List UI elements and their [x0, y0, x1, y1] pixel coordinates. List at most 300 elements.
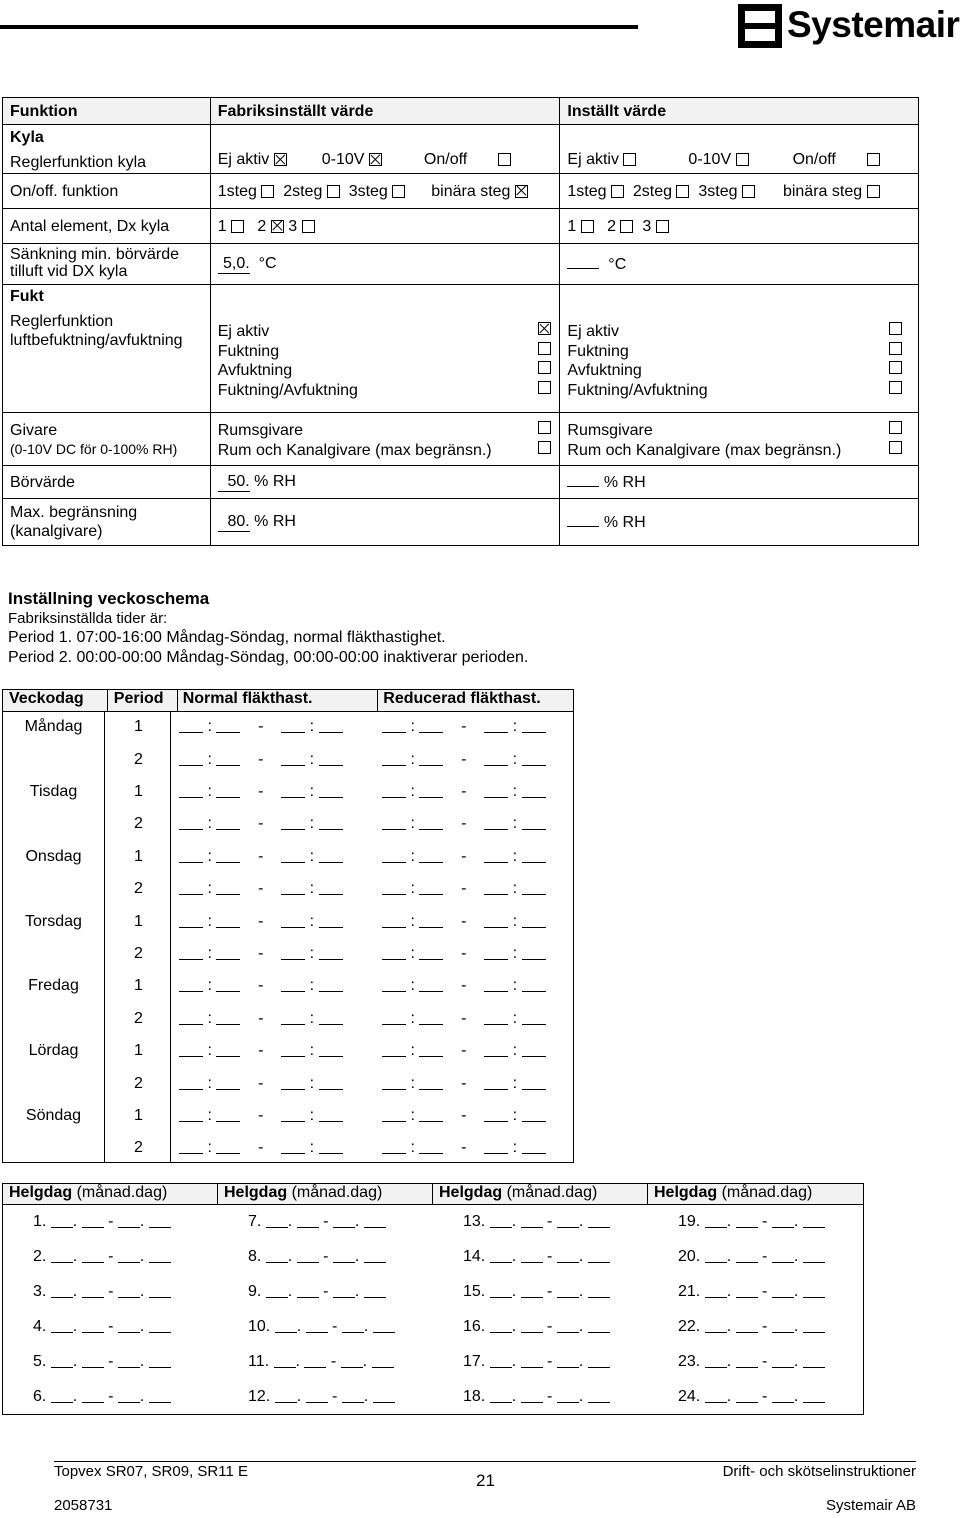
- minute-blank[interactable]: [522, 880, 546, 895]
- day-blank[interactable]: [736, 1248, 758, 1263]
- month-blank[interactable]: [557, 1353, 579, 1368]
- month-blank[interactable]: [274, 1353, 296, 1368]
- day-blank[interactable]: [803, 1318, 825, 1333]
- hour-blank[interactable]: [382, 1075, 406, 1090]
- minute-blank[interactable]: [216, 945, 240, 960]
- month-blank[interactable]: [333, 1248, 355, 1263]
- month-blank[interactable]: [266, 1213, 288, 1228]
- hour-blank[interactable]: [179, 977, 203, 992]
- set-borvarde-value[interactable]: [567, 486, 599, 487]
- hour-blank[interactable]: [179, 848, 203, 863]
- helgdag-number: 17.: [463, 1353, 486, 1370]
- hour-blank[interactable]: [484, 945, 508, 960]
- minute-blank[interactable]: [319, 1042, 343, 1057]
- minute-blank[interactable]: [419, 751, 443, 766]
- hour-blank[interactable]: [382, 815, 406, 830]
- day-blank[interactable]: [297, 1248, 319, 1263]
- minute-blank[interactable]: [216, 1042, 240, 1057]
- hour-blank[interactable]: [281, 1042, 305, 1057]
- helgdag-number: 11.: [248, 1353, 270, 1370]
- borvarde-label: Börvärde: [3, 466, 211, 499]
- minute-blank[interactable]: [319, 783, 343, 798]
- set-antal-element: 1 2 3: [567, 217, 918, 236]
- hour-blank[interactable]: [281, 977, 305, 992]
- checkbox-3steg[interactable]: [392, 185, 405, 198]
- minute-blank[interactable]: [319, 1075, 343, 1090]
- hour-blank[interactable]: [484, 1107, 508, 1122]
- hour-blank[interactable]: [382, 783, 406, 798]
- day-blank[interactable]: [82, 1388, 104, 1403]
- day-blank[interactable]: [521, 1213, 543, 1228]
- hour-blank[interactable]: [281, 783, 305, 798]
- checkbox-2steg[interactable]: [327, 185, 340, 198]
- day-blank[interactable]: [149, 1388, 171, 1403]
- minute-blank[interactable]: [216, 751, 240, 766]
- checkbox-ej-aktiv[interactable]: [274, 153, 287, 166]
- day-blank[interactable]: [736, 1353, 758, 1368]
- helgdag-number: 2.: [33, 1248, 47, 1265]
- hour-blank[interactable]: [281, 815, 305, 830]
- hour-blank[interactable]: [179, 1010, 203, 1025]
- day-blank[interactable]: [149, 1248, 171, 1263]
- month-blank[interactable]: [333, 1213, 355, 1228]
- minute-blank[interactable]: [216, 783, 240, 798]
- minute-blank[interactable]: [319, 751, 343, 766]
- hour-blank[interactable]: [281, 1107, 305, 1122]
- day-blank[interactable]: [736, 1318, 758, 1333]
- checkbox-1steg[interactable]: [611, 185, 624, 198]
- checkbox-ej-aktiv[interactable]: [538, 322, 551, 335]
- day-blank[interactable]: [306, 1388, 328, 1403]
- helgdag-entry: 2. . - .: [33, 1248, 171, 1266]
- holiday-table: [2, 1183, 864, 1415]
- day-blank[interactable]: [297, 1213, 319, 1228]
- day-blank[interactable]: [82, 1213, 104, 1228]
- period-label: 1: [134, 718, 143, 736]
- hour-blank[interactable]: [281, 1010, 305, 1025]
- schedule-table: [2, 689, 574, 1163]
- hour-blank[interactable]: [484, 1075, 508, 1090]
- minute-blank[interactable]: [319, 815, 343, 830]
- checkbox-rum-och-kanalgivare[interactable]: [889, 441, 902, 454]
- month-blank[interactable]: [705, 1283, 727, 1298]
- section-kyla: Kyla: [10, 129, 44, 146]
- checkbox-rum-och-kanalgivare[interactable]: [538, 441, 551, 454]
- schedule-row: [3, 905, 573, 937]
- checkbox-3steg[interactable]: [742, 185, 755, 198]
- day-label: Söndag: [25, 1106, 82, 1124]
- checkbox-avfuktning[interactable]: [538, 361, 551, 374]
- helgdag-entry: 12. . - .: [248, 1388, 395, 1406]
- month-blank[interactable]: [705, 1388, 727, 1403]
- minute-blank[interactable]: [319, 913, 343, 928]
- month-blank[interactable]: [705, 1318, 727, 1333]
- minute-blank[interactable]: [319, 1139, 343, 1154]
- checkbox-2steg[interactable]: [676, 185, 689, 198]
- set-max-begransning-value[interactable]: [567, 526, 599, 527]
- hour-blank[interactable]: [281, 880, 305, 895]
- normal-time-range: : - :: [170, 945, 372, 963]
- hour-blank[interactable]: [382, 1042, 406, 1057]
- hour-blank[interactable]: [179, 1075, 203, 1090]
- checkbox-on-off[interactable]: [498, 153, 511, 166]
- day-blank[interactable]: [588, 1388, 610, 1403]
- schedule-row: [3, 776, 573, 808]
- month-blank[interactable]: [275, 1318, 297, 1333]
- month-blank[interactable]: [557, 1248, 579, 1263]
- month-blank[interactable]: [51, 1388, 73, 1403]
- day-blank[interactable]: [82, 1248, 104, 1263]
- minute-blank[interactable]: [419, 1042, 443, 1057]
- month-blank[interactable]: [266, 1283, 288, 1298]
- month-blank[interactable]: [490, 1248, 512, 1263]
- month-blank[interactable]: [557, 1213, 579, 1228]
- hour-blank[interactable]: [281, 1139, 305, 1154]
- day-blank[interactable]: [521, 1318, 543, 1333]
- hour-blank[interactable]: [179, 880, 203, 895]
- minute-blank[interactable]: [522, 1042, 546, 1057]
- checkbox-0-10v[interactable]: [369, 153, 382, 166]
- helgdag-number: 6.: [33, 1388, 47, 1405]
- minute-blank[interactable]: [319, 1010, 343, 1025]
- schedule-row: [3, 1035, 573, 1067]
- day-blank[interactable]: [803, 1213, 825, 1228]
- day-blank[interactable]: [803, 1248, 825, 1263]
- month-blank[interactable]: [341, 1353, 363, 1368]
- unit-rh: % RH: [254, 473, 296, 490]
- month-blank[interactable]: [772, 1213, 794, 1228]
- minute-blank[interactable]: [522, 977, 546, 992]
- minute-blank[interactable]: [522, 1010, 546, 1025]
- helgdag-number: 7.: [248, 1213, 262, 1230]
- veckoschema-intro: [8, 589, 528, 667]
- minute-blank[interactable]: [419, 977, 443, 992]
- day-blank[interactable]: [803, 1388, 825, 1403]
- hour-blank[interactable]: [484, 718, 508, 733]
- month-blank[interactable]: [772, 1283, 794, 1298]
- helgdag-number: 12.: [248, 1388, 271, 1405]
- minute-blank[interactable]: [216, 913, 240, 928]
- section-fukt: Fukt: [10, 288, 44, 305]
- minute-blank[interactable]: [419, 848, 443, 863]
- minute-blank[interactable]: [419, 1107, 443, 1122]
- month-blank[interactable]: [51, 1353, 73, 1368]
- checkbox-fuktning-avfuktning[interactable]: [889, 381, 902, 394]
- day-blank[interactable]: [149, 1213, 171, 1228]
- hour-blank[interactable]: [281, 945, 305, 960]
- month-blank[interactable]: [51, 1213, 73, 1228]
- reglerfunktion-kyla-label: Reglerfunktion kyla: [10, 154, 147, 171]
- hour-blank[interactable]: [179, 751, 203, 766]
- hour-blank[interactable]: [382, 1010, 406, 1025]
- schedule-row: [3, 808, 573, 840]
- hour-blank[interactable]: [382, 1139, 406, 1154]
- footer-company: Systemair AB: [825, 1497, 916, 1514]
- minute-blank[interactable]: [216, 1010, 240, 1025]
- day-blank[interactable]: [297, 1283, 319, 1298]
- minute-blank[interactable]: [522, 945, 546, 960]
- minute-blank[interactable]: [319, 848, 343, 863]
- checkbox-1steg[interactable]: [261, 185, 274, 198]
- max-begransning-label-1: Max. begränsning: [10, 504, 138, 521]
- month-blank[interactable]: [557, 1388, 579, 1403]
- minute-blank[interactable]: [522, 1107, 546, 1122]
- minute-blank[interactable]: [419, 718, 443, 733]
- minute-blank[interactable]: [216, 848, 240, 863]
- month-blank[interactable]: [490, 1283, 512, 1298]
- month-blank[interactable]: [51, 1248, 73, 1263]
- day-blank[interactable]: [149, 1353, 171, 1368]
- helgdag-number: 20.: [678, 1248, 701, 1265]
- hour-blank[interactable]: [484, 1010, 508, 1025]
- day-blank[interactable]: [588, 1248, 610, 1263]
- checkbox-ej-aktiv[interactable]: [623, 153, 636, 166]
- footer-doc-title: Drift- och skötselinstruktioner: [722, 1463, 916, 1480]
- checkbox-rumsgivare[interactable]: [889, 421, 902, 434]
- minute-blank[interactable]: [216, 880, 240, 895]
- hour-blank[interactable]: [484, 1139, 508, 1154]
- minute-blank[interactable]: [216, 1139, 240, 1154]
- checkbox-fuktning[interactable]: [538, 342, 551, 355]
- month-blank[interactable]: [51, 1283, 73, 1298]
- factory-givare: Rumsgivare Rum och Kanalgivare (max begränsn.): [218, 421, 560, 460]
- helgdag-entry: 13. . - .: [463, 1213, 610, 1231]
- checkbox-binara-steg[interactable]: [515, 185, 528, 198]
- day-blank[interactable]: [588, 1318, 610, 1333]
- day-blank[interactable]: [304, 1353, 326, 1368]
- hour-blank[interactable]: [179, 1042, 203, 1057]
- day-blank[interactable]: [521, 1248, 543, 1263]
- hour-blank[interactable]: [382, 718, 406, 733]
- checkbox-0-10v[interactable]: [736, 153, 749, 166]
- helgdag-number: 15.: [463, 1283, 486, 1300]
- normal-time-range: : - :: [170, 913, 372, 931]
- minute-blank[interactable]: [216, 1075, 240, 1090]
- day-blank[interactable]: [373, 1318, 395, 1333]
- helgdag-entry: 20. . - .: [678, 1248, 825, 1266]
- month-blank[interactable]: [705, 1353, 727, 1368]
- day-blank[interactable]: [149, 1318, 171, 1333]
- day-blank[interactable]: [588, 1213, 610, 1228]
- period-label: 1: [134, 977, 143, 995]
- helgdag-header: Helgdag (månad.dag): [3, 1184, 218, 1204]
- unit-rh: % RH: [603, 513, 646, 531]
- month-blank[interactable]: [118, 1318, 140, 1333]
- hour-blank[interactable]: [484, 880, 508, 895]
- hour-blank[interactable]: [484, 1042, 508, 1057]
- schedule-row: [3, 873, 573, 905]
- hour-blank[interactable]: [179, 945, 203, 960]
- month-blank[interactable]: [342, 1388, 364, 1403]
- month-blank[interactable]: [266, 1248, 288, 1263]
- hour-blank[interactable]: [179, 783, 203, 798]
- day-blank[interactable]: [364, 1248, 386, 1263]
- month-blank[interactable]: [705, 1248, 727, 1263]
- month-blank[interactable]: [118, 1248, 140, 1263]
- month-blank[interactable]: [557, 1318, 579, 1333]
- day-blank[interactable]: [149, 1283, 171, 1298]
- minute-blank[interactable]: [522, 913, 546, 928]
- month-blank[interactable]: [118, 1353, 140, 1368]
- checkbox-avfuktning[interactable]: [889, 361, 902, 374]
- day-blank[interactable]: [588, 1353, 610, 1368]
- day-blank[interactable]: [736, 1388, 758, 1403]
- reduced-time-range: : - :: [372, 718, 572, 736]
- minute-blank[interactable]: [319, 718, 343, 733]
- day-blank[interactable]: [588, 1283, 610, 1298]
- day-blank[interactable]: [521, 1283, 543, 1298]
- checkbox-fuktning[interactable]: [889, 342, 902, 355]
- checkbox-2[interactable]: [620, 220, 633, 233]
- hour-blank[interactable]: [484, 783, 508, 798]
- minute-blank[interactable]: [419, 815, 443, 830]
- reduced-time-range: : - :: [372, 977, 572, 995]
- helgdag-number: 9.: [248, 1283, 262, 1300]
- minute-blank[interactable]: [419, 1010, 443, 1025]
- month-blank[interactable]: [772, 1353, 794, 1368]
- schedule-row: [3, 711, 573, 743]
- minute-blank[interactable]: [216, 977, 240, 992]
- day-blank[interactable]: [372, 1353, 394, 1368]
- day-label: Onsdag: [25, 847, 82, 865]
- day-blank[interactable]: [803, 1353, 825, 1368]
- minute-blank[interactable]: [319, 1107, 343, 1122]
- minute-blank[interactable]: [419, 913, 443, 928]
- minute-blank[interactable]: [216, 718, 240, 733]
- hour-blank[interactable]: [281, 913, 305, 928]
- hour-blank[interactable]: [484, 977, 508, 992]
- minute-blank[interactable]: [522, 1075, 546, 1090]
- month-blank[interactable]: [51, 1318, 73, 1333]
- hour-blank[interactable]: [281, 1075, 305, 1090]
- hour-blank[interactable]: [179, 815, 203, 830]
- minute-blank[interactable]: [522, 1139, 546, 1154]
- minute-blank[interactable]: [319, 880, 343, 895]
- schedule-row: [3, 743, 573, 775]
- hour-blank[interactable]: [382, 848, 406, 863]
- minute-blank[interactable]: [216, 815, 240, 830]
- day-blank[interactable]: [82, 1353, 104, 1368]
- normal-time-range: : - :: [170, 1042, 372, 1060]
- month-blank[interactable]: [772, 1388, 794, 1403]
- minute-blank[interactable]: [419, 880, 443, 895]
- hour-blank[interactable]: [281, 751, 305, 766]
- normal-time-range: : - :: [170, 751, 372, 769]
- month-blank[interactable]: [490, 1213, 512, 1228]
- hour-blank[interactable]: [179, 718, 203, 733]
- minute-blank[interactable]: [319, 977, 343, 992]
- month-blank[interactable]: [333, 1283, 355, 1298]
- hour-blank[interactable]: [484, 848, 508, 863]
- minute-blank[interactable]: [522, 718, 546, 733]
- checkbox-ej-aktiv[interactable]: [889, 322, 902, 335]
- helgdag-number: 5.: [33, 1353, 47, 1370]
- day-blank[interactable]: [736, 1283, 758, 1298]
- set-sankning-value[interactable]: [567, 268, 599, 269]
- month-blank[interactable]: [118, 1283, 140, 1298]
- unit-c: C: [614, 255, 627, 273]
- minute-blank[interactable]: [419, 1139, 443, 1154]
- hour-blank[interactable]: [484, 815, 508, 830]
- reduced-time-range: : - :: [372, 751, 572, 769]
- hour-blank[interactable]: [382, 913, 406, 928]
- month-blank[interactable]: [275, 1388, 297, 1403]
- minute-blank[interactable]: [522, 751, 546, 766]
- checkbox-binara-steg[interactable]: [867, 185, 880, 198]
- checkbox-3[interactable]: [302, 220, 315, 233]
- day-blank[interactable]: [521, 1353, 543, 1368]
- month-blank[interactable]: [557, 1283, 579, 1298]
- day-blank[interactable]: [521, 1388, 543, 1403]
- minute-blank[interactable]: [522, 848, 546, 863]
- month-blank[interactable]: [118, 1213, 140, 1228]
- max-begransning-label-2: (kanalgivare): [10, 523, 103, 540]
- checkbox-1[interactable]: [581, 220, 594, 233]
- checkbox-1[interactable]: [231, 220, 244, 233]
- minute-blank[interactable]: [419, 783, 443, 798]
- day-blank[interactable]: [306, 1318, 328, 1333]
- hour-blank[interactable]: [382, 977, 406, 992]
- month-blank[interactable]: [705, 1213, 727, 1228]
- hour-blank[interactable]: [179, 1139, 203, 1154]
- hour-blank[interactable]: [179, 913, 203, 928]
- minute-blank[interactable]: [319, 945, 343, 960]
- checkbox-fuktning-avfuktning[interactable]: [538, 381, 551, 394]
- helgdag-entry: 24. . - .: [678, 1388, 825, 1406]
- helgdag-number: 24.: [678, 1388, 701, 1405]
- hour-blank[interactable]: [382, 1107, 406, 1122]
- hour-blank[interactable]: [179, 1107, 203, 1122]
- checkbox-on-off[interactable]: [867, 153, 880, 166]
- day-blank[interactable]: [373, 1388, 395, 1403]
- day-blank[interactable]: [364, 1283, 386, 1298]
- minute-blank[interactable]: [216, 1107, 240, 1122]
- hour-blank[interactable]: [382, 945, 406, 960]
- checkbox-3[interactable]: [656, 220, 669, 233]
- month-blank[interactable]: [772, 1248, 794, 1263]
- sched-header-veckodag: Veckodag: [3, 690, 108, 711]
- month-blank[interactable]: [772, 1318, 794, 1333]
- checkbox-rumsgivare[interactable]: [538, 421, 551, 434]
- hour-blank[interactable]: [484, 913, 508, 928]
- day-blank[interactable]: [736, 1213, 758, 1228]
- hour-blank[interactable]: [281, 848, 305, 863]
- month-blank[interactable]: [342, 1318, 364, 1333]
- hour-blank[interactable]: [281, 718, 305, 733]
- month-blank[interactable]: [118, 1388, 140, 1403]
- helgdag-number: 19.: [678, 1213, 701, 1230]
- minute-blank[interactable]: [522, 815, 546, 830]
- day-blank[interactable]: [803, 1283, 825, 1298]
- minute-blank[interactable]: [522, 783, 546, 798]
- hour-blank[interactable]: [382, 880, 406, 895]
- hour-blank[interactable]: [382, 751, 406, 766]
- minute-blank[interactable]: [419, 945, 443, 960]
- month-blank[interactable]: [490, 1388, 512, 1403]
- month-blank[interactable]: [490, 1318, 512, 1333]
- settings-table: Funktion Fabriksinställt värde Inställt värde Kyla Reglerfunktion kyla Ej aktiv 0-10V On/off Ej aktiv 0-10V On/off On/off. funktion 1steg 2steg 3steg binära steg 1steg 2steg 3steg binära steg Antal element, Dx kyla 1 2 3 1 2 3 Sänkning min. börvärde tilluft vid DX kyla 5,0. °C °C Fukt Reglerfunktion luftbefuktning/avfuktning Ej aktiv Fuktning Avfuktning Fuktning/Avfuktning Ej aktiv Fuktning Avfuktning Fuktning/Avfuktning Givare (0-10V DC för 0-100% RH) Rumsgivare Rum och Kanalgivare (max begränsn.) Rumsgivare Rum och Kanalgivare (max begränsn.) Börvärde 50. % RH % RH Max. begränsning (kanalgivare) 80. % RH % RH: [2, 97, 919, 546]
- checkbox-2[interactable]: [271, 220, 284, 233]
- day-blank[interactable]: [82, 1283, 104, 1298]
- month-blank[interactable]: [490, 1353, 512, 1368]
- sankning-label-1: Sänkning min. börvärde: [10, 246, 179, 263]
- hour-blank[interactable]: [484, 751, 508, 766]
- day-blank[interactable]: [364, 1213, 386, 1228]
- minute-blank[interactable]: [419, 1075, 443, 1090]
- helgdag-header: Helgdag (månad.dag): [218, 1184, 433, 1204]
- sched-header-normal: Normal fläkthast.: [178, 690, 379, 711]
- day-blank[interactable]: [82, 1318, 104, 1333]
